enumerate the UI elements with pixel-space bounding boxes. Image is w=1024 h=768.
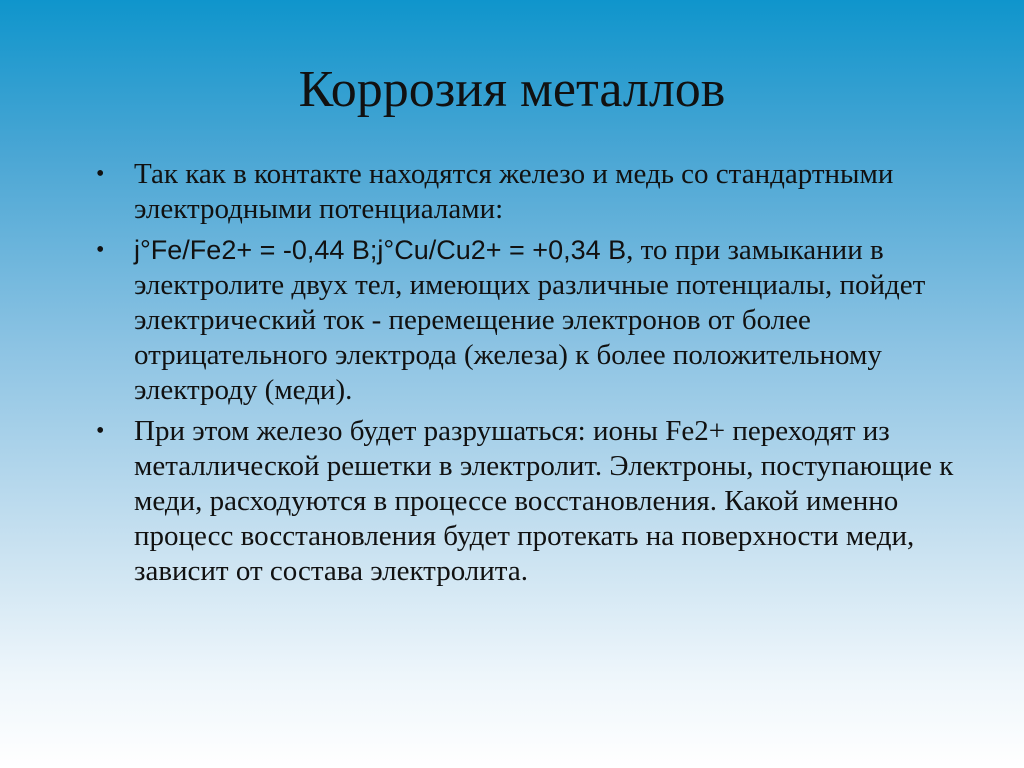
- bullet-text: Так как в контакте находятся железо и медь со стандартными электродными потенциалами:: [134, 158, 894, 225]
- bullet-item-1: [96, 157, 956, 227]
- bullet-dot-icon: •: [96, 161, 105, 187]
- bullet-dot-icon: •: [96, 237, 105, 263]
- slide-title: Коррозия металлов: [298, 61, 726, 118]
- bullet-list: [96, 157, 956, 595]
- bullet-text: , то при замыкании в электролите двух тел, имеющих различные потенциалы, пойдет электрический ток - перемещение электронов от более отрицательного электрода (железа) к более положительному электроду (меди).: [134, 234, 926, 406]
- bullet-text: При этом железо будет разрушаться: ионы Fe2+ переходят из металлической решетки в электролит. Электроны, поступающие к меди, расходуются в процессе восстановления. Какой именно процесс восстановления будет протекать на поверхности меди, зависит от состава электролита.: [134, 415, 954, 587]
- bullet-dot-icon: •: [96, 418, 105, 444]
- bullet-item-2: [96, 233, 956, 408]
- formula-copper: j°Cu/Cu2+ = +0,34 В: [377, 235, 627, 265]
- bullet-item-3: [96, 414, 956, 589]
- formula-iron: j°Fe/Fe2+ = -0,44 В;: [134, 235, 378, 265]
